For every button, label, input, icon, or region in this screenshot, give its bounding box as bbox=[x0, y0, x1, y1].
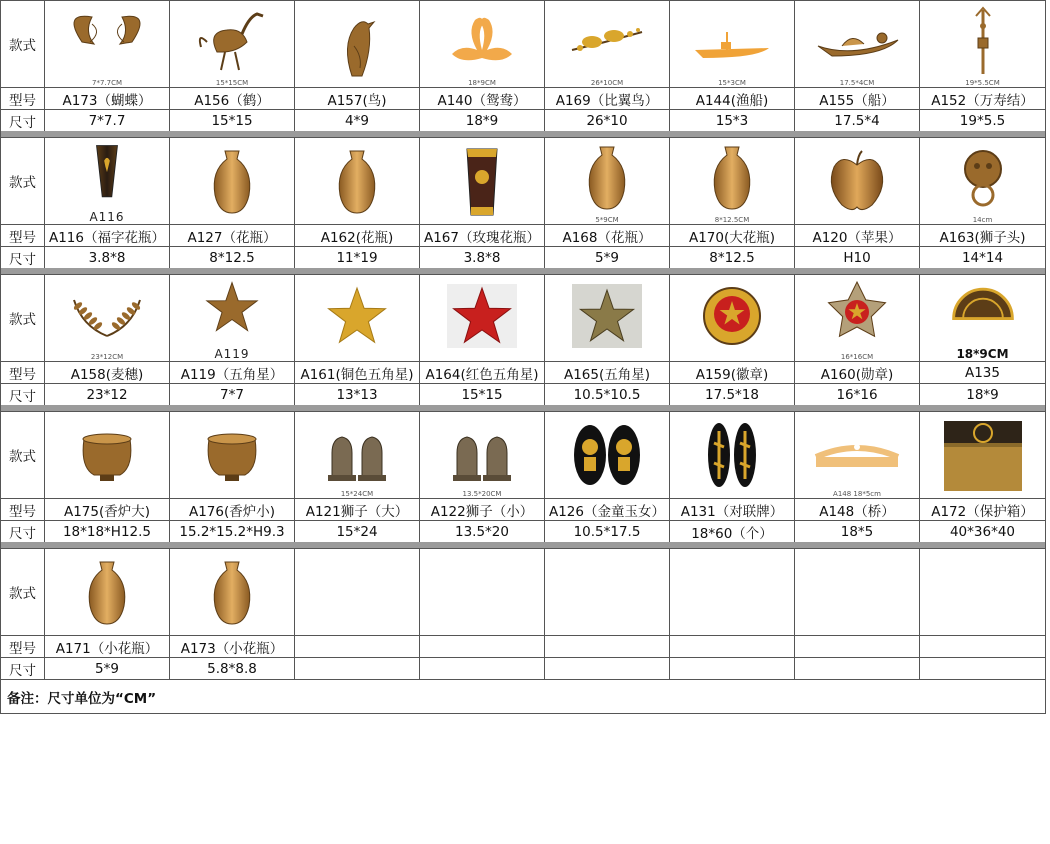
size-cell bbox=[295, 658, 420, 679]
size-cell: 15*15 bbox=[170, 110, 295, 131]
product-image bbox=[45, 412, 170, 498]
product-image bbox=[795, 275, 920, 361]
model-cell: A159(徽章) bbox=[670, 362, 795, 383]
product-image bbox=[170, 549, 295, 635]
model-cell: A126（金童玉女） bbox=[545, 499, 670, 520]
product-image bbox=[420, 412, 545, 498]
product-image bbox=[670, 138, 795, 224]
swans-icon bbox=[437, 2, 527, 78]
product-image bbox=[420, 549, 545, 635]
lions-icon bbox=[437, 413, 527, 489]
size-row bbox=[1, 520, 1045, 542]
product-image-caption: A119 bbox=[214, 347, 250, 361]
model-cell: A127（花瓶） bbox=[170, 225, 295, 246]
model-cell: A135 bbox=[964, 364, 1000, 381]
size-cell bbox=[795, 658, 920, 679]
model-cell: A167（玫瑰花瓶） bbox=[420, 225, 545, 246]
vase-icon bbox=[687, 139, 777, 215]
size-cell: 18*5 bbox=[795, 521, 920, 542]
size-cell: 17.5*4 bbox=[795, 110, 920, 131]
product-image-caption: 18*9CM bbox=[468, 78, 496, 87]
model-cell: A121狮子（大） bbox=[295, 499, 420, 520]
style-row bbox=[1, 0, 1045, 87]
size-label: 尺寸 bbox=[1, 110, 45, 131]
product-image bbox=[170, 412, 295, 498]
product-image-caption: 16*16CM bbox=[840, 352, 874, 361]
model-cell bbox=[295, 636, 420, 657]
product-image bbox=[795, 138, 920, 224]
product-image-caption: 15*24CM bbox=[340, 489, 374, 498]
product-image-caption: A116 bbox=[89, 210, 125, 224]
product-group bbox=[0, 274, 1046, 405]
model-cell: A131（对联牌） bbox=[670, 499, 795, 520]
product-image-caption: 17.5*4CM bbox=[839, 78, 875, 87]
fishing-boat-icon bbox=[687, 2, 777, 78]
model-cell: A171（小花瓶） bbox=[45, 636, 170, 657]
product-image-caption: 26*10CM bbox=[590, 78, 624, 87]
style-label: 款式 bbox=[1, 275, 45, 361]
product-image bbox=[420, 138, 545, 224]
plaques-icon bbox=[562, 417, 652, 493]
model-cell bbox=[795, 636, 920, 657]
model-row bbox=[1, 498, 1045, 520]
model-cell bbox=[420, 636, 545, 657]
longevity-knot-icon bbox=[938, 2, 1028, 78]
size-cell: 11*19 bbox=[295, 247, 420, 268]
censer-icon bbox=[62, 417, 152, 493]
size-cell: 3.8*8 bbox=[45, 247, 170, 268]
product-image bbox=[295, 549, 420, 635]
product-image bbox=[420, 275, 545, 361]
product-group bbox=[0, 0, 1046, 131]
model-cell: A155（船） bbox=[795, 88, 920, 109]
size-cell: 5*9 bbox=[45, 658, 170, 679]
bridge-icon bbox=[812, 413, 902, 489]
model-row bbox=[1, 361, 1045, 383]
size-cell: 14*14 bbox=[961, 249, 1004, 266]
style-row bbox=[1, 411, 1045, 498]
boat-icon bbox=[812, 2, 902, 78]
size-cell: 3.8*8 bbox=[420, 247, 545, 268]
product-image bbox=[420, 1, 545, 87]
product-image-caption: A148 18*5cm bbox=[833, 489, 881, 498]
product-image bbox=[795, 412, 920, 498]
size-label: 尺寸 bbox=[1, 384, 45, 405]
product-image bbox=[45, 549, 170, 635]
product-image-caption: 18*9CM bbox=[956, 347, 1009, 361]
model-cell: A161(铜色五角星) bbox=[295, 362, 420, 383]
size-row bbox=[1, 383, 1045, 405]
model-cell: A168（花瓶） bbox=[545, 225, 670, 246]
model-cell: A163(狮子头) bbox=[939, 229, 1026, 246]
butterfly-icon bbox=[62, 2, 152, 78]
size-cell: 10.5*17.5 bbox=[545, 521, 670, 542]
size-cell: 8*12.5 bbox=[170, 247, 295, 268]
size-cell: 7*7 bbox=[170, 384, 295, 405]
model-cell: A170(大花瓶) bbox=[670, 225, 795, 246]
fu-vase-icon bbox=[62, 138, 152, 210]
size-row bbox=[1, 109, 1045, 131]
model-label: 型号 bbox=[1, 636, 45, 657]
size-cell: 18*9 bbox=[966, 386, 999, 403]
vase-icon bbox=[562, 139, 652, 215]
size-label: 尺寸 bbox=[1, 521, 45, 542]
vase-icon bbox=[187, 554, 277, 630]
product-group bbox=[0, 137, 1046, 268]
box-icon bbox=[938, 417, 1028, 493]
model-label: 型号 bbox=[1, 88, 45, 109]
product-image bbox=[920, 412, 1045, 498]
size-label: 尺寸 bbox=[1, 247, 45, 268]
model-cell: A148（桥） bbox=[795, 499, 920, 520]
model-label: 型号 bbox=[1, 225, 45, 246]
medal-icon bbox=[812, 276, 902, 352]
product-image bbox=[545, 412, 670, 498]
product-image-caption: 13.5*20CM bbox=[462, 489, 502, 498]
size-cell: 8*12.5 bbox=[670, 247, 795, 268]
product-image bbox=[670, 275, 795, 361]
size-cell bbox=[920, 658, 1045, 679]
model-cell: A169（比翼鸟） bbox=[545, 88, 670, 109]
product-image bbox=[170, 138, 295, 224]
model-label: 型号 bbox=[1, 362, 45, 383]
product-image-caption: 14cm bbox=[972, 215, 993, 224]
product-image bbox=[295, 275, 420, 361]
vase-icon bbox=[62, 554, 152, 630]
product-image-caption: 5*9CM bbox=[595, 215, 619, 224]
product-image bbox=[545, 275, 670, 361]
product-image bbox=[45, 1, 170, 87]
size-cell: 26*10 bbox=[545, 110, 670, 131]
style-label: 款式 bbox=[1, 138, 45, 224]
model-cell bbox=[670, 636, 795, 657]
branch-birds-icon bbox=[562, 2, 652, 78]
model-row bbox=[1, 224, 1045, 246]
size-cell: 16*16 bbox=[795, 384, 920, 405]
product-group bbox=[0, 548, 1046, 679]
product-image-caption: 19*5.5CM bbox=[965, 78, 1000, 87]
product-image-caption: 7*7.7CM bbox=[91, 78, 122, 87]
model-row bbox=[1, 87, 1045, 109]
bird-icon bbox=[312, 6, 402, 82]
model-cell bbox=[920, 636, 1045, 657]
product-image bbox=[295, 138, 420, 224]
bronze-star-icon bbox=[187, 275, 277, 347]
size-cell: 13*13 bbox=[295, 384, 420, 405]
couplet-icon bbox=[687, 417, 777, 493]
size-cell: 5*9 bbox=[545, 247, 670, 268]
red-star-icon bbox=[437, 280, 527, 356]
model-cell bbox=[545, 636, 670, 657]
model-cell: A175(香炉大) bbox=[45, 499, 170, 520]
emblem-icon bbox=[687, 280, 777, 356]
star-icon bbox=[562, 280, 652, 356]
wheat-icon bbox=[62, 276, 152, 352]
crane-icon bbox=[187, 2, 277, 78]
product-image bbox=[295, 412, 420, 498]
model-cell: A162(花瓶) bbox=[295, 225, 420, 246]
style-label: 款式 bbox=[1, 1, 45, 87]
product-image bbox=[45, 275, 170, 361]
size-cell: 5.8*8.8 bbox=[170, 658, 295, 679]
product-image-caption: 8*12.5CM bbox=[714, 215, 750, 224]
size-cell: 18*9 bbox=[420, 110, 545, 131]
size-cell: 15*15 bbox=[420, 384, 545, 405]
style-label: 款式 bbox=[1, 549, 45, 635]
style-row bbox=[1, 137, 1045, 224]
model-cell: A144(渔船) bbox=[670, 88, 795, 109]
product-image-caption: 15*15CM bbox=[215, 78, 249, 87]
size-label: 尺寸 bbox=[1, 658, 45, 679]
product-image bbox=[45, 138, 170, 224]
product-image bbox=[920, 1, 1045, 87]
size-cell: 4*9 bbox=[295, 110, 420, 131]
product-image bbox=[670, 1, 795, 87]
style-row bbox=[1, 548, 1045, 635]
footer-note: 备注：尺寸单位为“CM” bbox=[0, 679, 1046, 714]
fan-ornament-icon bbox=[938, 275, 1028, 347]
size-cell: 15*3 bbox=[670, 110, 795, 131]
size-cell bbox=[420, 658, 545, 679]
size-cell bbox=[545, 658, 670, 679]
model-cell: A173（蝴蝶） bbox=[45, 88, 170, 109]
product-image bbox=[545, 1, 670, 87]
size-row bbox=[1, 657, 1045, 679]
model-cell: A164(红色五角星) bbox=[420, 362, 545, 383]
product-image bbox=[545, 138, 670, 224]
product-image bbox=[170, 275, 295, 361]
product-image bbox=[670, 412, 795, 498]
style-row bbox=[1, 274, 1045, 361]
censer-icon bbox=[187, 417, 277, 493]
product-image bbox=[545, 549, 670, 635]
model-row bbox=[1, 635, 1045, 657]
product-image bbox=[170, 1, 295, 87]
size-cell: 23*12 bbox=[45, 384, 170, 405]
style-label: 款式 bbox=[1, 412, 45, 498]
size-cell: H10 bbox=[795, 247, 920, 268]
model-cell: A157(鸟) bbox=[295, 88, 420, 109]
model-cell: A158(麦穗) bbox=[45, 362, 170, 383]
model-cell: A156（鹤） bbox=[170, 88, 295, 109]
model-cell: A120（苹果） bbox=[795, 225, 920, 246]
vase-icon bbox=[187, 143, 277, 219]
product-image bbox=[795, 1, 920, 87]
model-label: 型号 bbox=[1, 499, 45, 520]
product-image bbox=[295, 1, 420, 87]
product-image bbox=[920, 549, 1045, 635]
product-image bbox=[795, 549, 920, 635]
product-image-caption: 23*12CM bbox=[90, 352, 124, 361]
vase-icon bbox=[312, 143, 402, 219]
model-cell: A116（福字花瓶） bbox=[45, 225, 170, 246]
size-cell: 40*36*40 bbox=[949, 523, 1016, 540]
size-cell: 7*7.7 bbox=[45, 110, 170, 131]
lion-head-icon bbox=[938, 139, 1028, 215]
size-cell: 10.5*10.5 bbox=[545, 384, 670, 405]
model-cell: A165(五角星) bbox=[545, 362, 670, 383]
model-cell: A152（万寿结） bbox=[931, 92, 1034, 109]
lions-icon bbox=[312, 413, 402, 489]
model-cell: A176(香炉小) bbox=[170, 499, 295, 520]
product-image bbox=[920, 138, 1045, 224]
product-image bbox=[670, 549, 795, 635]
product-image bbox=[920, 275, 1045, 361]
model-cell: A122狮子（小） bbox=[420, 499, 545, 520]
model-cell: A160(勋章) bbox=[795, 362, 920, 383]
size-cell: 17.5*18 bbox=[670, 384, 795, 405]
size-cell bbox=[670, 658, 795, 679]
product-group bbox=[0, 411, 1046, 542]
product-image-caption: 15*3CM bbox=[718, 78, 746, 87]
gold-star-icon bbox=[312, 280, 402, 356]
rose-vase-icon bbox=[437, 143, 527, 219]
model-cell: A173（小花瓶） bbox=[170, 636, 295, 657]
model-cell: A172（保护箱） bbox=[931, 503, 1034, 520]
size-row bbox=[1, 246, 1045, 268]
size-cell: 18*18*H12.5 bbox=[45, 521, 170, 542]
apple-icon bbox=[812, 143, 902, 219]
model-cell: A119（五角星） bbox=[170, 362, 295, 383]
size-cell: 15.2*15.2*H9.3 bbox=[170, 521, 295, 542]
size-cell: 18*60（个） bbox=[670, 521, 795, 542]
size-cell: 13.5*20 bbox=[420, 521, 545, 542]
size-cell: 19*5.5 bbox=[959, 112, 1006, 129]
model-cell: A140（鸳鸯） bbox=[420, 88, 545, 109]
size-cell: 15*24 bbox=[295, 521, 420, 542]
